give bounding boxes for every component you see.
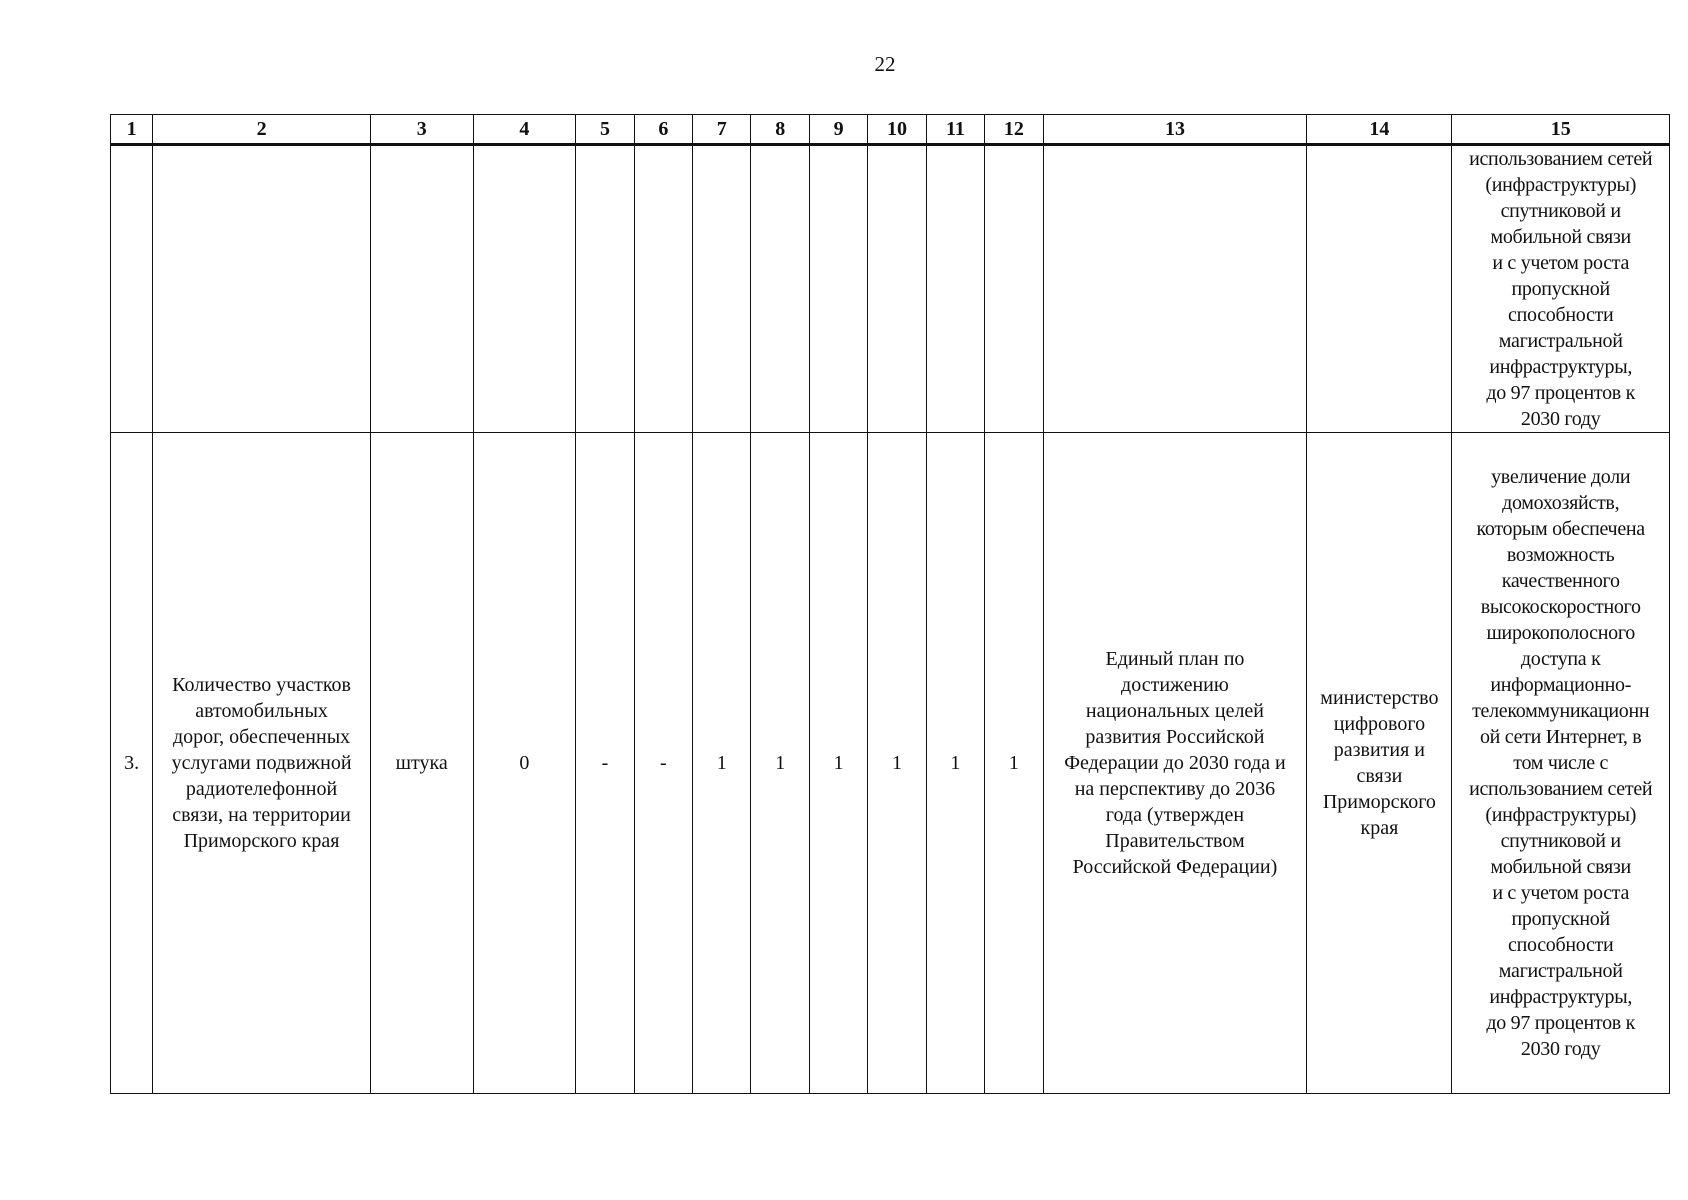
header-col-5: 5 bbox=[576, 115, 634, 145]
text-line: увеличение доли bbox=[1491, 466, 1631, 488]
text-line: возможность bbox=[1506, 544, 1615, 566]
header-col-4: 4 bbox=[473, 115, 576, 145]
text-line: края bbox=[1360, 817, 1399, 839]
text-line: Российской Федерации) bbox=[1072, 856, 1278, 878]
cell-col-10: 1 bbox=[868, 433, 926, 1094]
header-col-2: 2 bbox=[153, 115, 371, 145]
result-text bbox=[1454, 464, 1667, 1062]
text-line: связи bbox=[1356, 765, 1403, 787]
cell-empty bbox=[926, 145, 984, 433]
text-line: Федерации до 2030 года и bbox=[1064, 752, 1286, 774]
cell-base-value: 0 bbox=[473, 433, 576, 1094]
text-line: пропускной bbox=[1511, 278, 1610, 300]
cell-row-number: 3. bbox=[111, 433, 153, 1094]
text-line: Количество участков bbox=[172, 674, 351, 696]
text-line: спутниковой и bbox=[1500, 830, 1621, 852]
cell-empty bbox=[370, 145, 473, 433]
text-line: 2030 году bbox=[1520, 408, 1601, 430]
text-line: которым обеспечена bbox=[1476, 518, 1645, 540]
cell-empty bbox=[111, 145, 153, 433]
text-line: цифрового bbox=[1333, 713, 1426, 735]
text-line: года (утвержден bbox=[1105, 804, 1245, 826]
header-col-10: 10 bbox=[868, 115, 926, 145]
text-line: (инфраструктуры) bbox=[1485, 804, 1637, 826]
cell-col-7: 1 bbox=[693, 433, 751, 1094]
text-line: (инфраструктуры) bbox=[1485, 174, 1637, 196]
text-line: автомобильных bbox=[195, 700, 328, 722]
cell-empty bbox=[634, 145, 692, 433]
text-line: Приморского края bbox=[183, 830, 340, 852]
cell-empty bbox=[693, 145, 751, 433]
text-line: радиотелефонной bbox=[185, 778, 338, 800]
cell-empty bbox=[153, 145, 371, 433]
cell-empty bbox=[985, 145, 1043, 433]
text-line: до 97 процентов к bbox=[1486, 1012, 1636, 1034]
cell-document bbox=[1043, 433, 1307, 1094]
result-text bbox=[1454, 146, 1667, 432]
text-line: телекоммуникационн bbox=[1472, 700, 1650, 722]
cell-col-11: 1 bbox=[926, 433, 984, 1094]
text-line: мобильной связи bbox=[1490, 226, 1631, 248]
responsible-text bbox=[1309, 685, 1449, 841]
text-line: использованием сетей bbox=[1469, 148, 1653, 170]
text-line: том числе с bbox=[1513, 752, 1609, 774]
text-line: услугами подвижной bbox=[171, 752, 352, 774]
text-line: качественного bbox=[1501, 570, 1620, 592]
cell-empty bbox=[809, 145, 867, 433]
cell-empty bbox=[473, 145, 576, 433]
text-line: достижению bbox=[1121, 674, 1229, 696]
cell-empty bbox=[751, 145, 809, 433]
table-row-3 bbox=[111, 433, 1670, 1094]
indicator-text bbox=[155, 672, 368, 854]
text-line: связи, на территории bbox=[172, 804, 351, 826]
header-col-13: 13 bbox=[1043, 115, 1307, 145]
header-row bbox=[111, 115, 1670, 145]
text-line: пропускной bbox=[1511, 908, 1610, 930]
text-line: министерство bbox=[1320, 687, 1439, 709]
text-line: Правительством bbox=[1105, 830, 1245, 852]
text-line: способности bbox=[1508, 304, 1614, 326]
cell-col-9: 1 bbox=[809, 433, 867, 1094]
text-line: на перспективу до 2036 bbox=[1074, 778, 1276, 800]
header-col-12: 12 bbox=[985, 115, 1043, 145]
text-line: спутниковой и bbox=[1500, 200, 1621, 222]
header-col-14: 14 bbox=[1307, 115, 1452, 145]
cell-indicator bbox=[153, 433, 371, 1094]
text-line: национальных целей bbox=[1085, 700, 1264, 722]
text-line: высокоскоростного bbox=[1480, 596, 1641, 618]
header-col-6: 6 bbox=[634, 115, 692, 145]
header-col-1: 1 bbox=[111, 115, 153, 145]
cell-col-12: 1 bbox=[985, 433, 1043, 1094]
cell-unit: штука bbox=[370, 433, 473, 1094]
text-line: магистральной bbox=[1498, 330, 1623, 352]
header-col-15: 15 bbox=[1452, 115, 1670, 145]
text-line: Единый план по bbox=[1105, 648, 1245, 670]
cell-empty bbox=[1043, 145, 1307, 433]
text-line: инфраструктуры, bbox=[1489, 356, 1633, 378]
text-line: домохозяйств, bbox=[1502, 492, 1620, 514]
text-line: мобильной связи bbox=[1490, 856, 1631, 878]
cell-empty bbox=[1307, 145, 1452, 433]
cell-empty bbox=[868, 145, 926, 433]
cell-col-6: - bbox=[634, 433, 692, 1094]
header-col-9: 9 bbox=[809, 115, 867, 145]
cell-col-8: 1 bbox=[751, 433, 809, 1094]
text-line: и с учетом роста bbox=[1492, 882, 1630, 904]
text-line: развития и bbox=[1333, 739, 1426, 761]
text-line: и с учетом роста bbox=[1492, 252, 1630, 274]
text-line: магистральной bbox=[1498, 960, 1623, 982]
text-line: развития Российской bbox=[1085, 726, 1265, 748]
cell-responsible bbox=[1307, 433, 1452, 1094]
text-line: 2030 году bbox=[1520, 1038, 1601, 1060]
text-line: до 97 процентов к bbox=[1486, 382, 1636, 404]
page-number: 22 bbox=[874, 52, 896, 76]
text-line: доступа к bbox=[1520, 648, 1601, 670]
text-line: Приморского bbox=[1322, 791, 1436, 813]
header-col-7: 7 bbox=[693, 115, 751, 145]
cell-result-continuation bbox=[1452, 145, 1670, 433]
text-line: информационно- bbox=[1490, 674, 1632, 696]
text-line: способности bbox=[1508, 934, 1614, 956]
indicators-table bbox=[110, 114, 1670, 1094]
header-col-3: 3 bbox=[370, 115, 473, 145]
cell-col-5: - bbox=[576, 433, 634, 1094]
text-line: ой сети Интернет, в bbox=[1479, 726, 1642, 748]
cell-result bbox=[1452, 433, 1670, 1094]
text-line: инфраструктуры, bbox=[1489, 986, 1633, 1008]
text-line: использованием сетей bbox=[1469, 778, 1653, 800]
table-row-continuation bbox=[111, 145, 1670, 433]
cell-empty bbox=[576, 145, 634, 433]
text-line: широкополосного bbox=[1486, 622, 1635, 644]
header-col-11: 11 bbox=[926, 115, 984, 145]
header-col-8: 8 bbox=[751, 115, 809, 145]
document-text bbox=[1046, 646, 1305, 880]
text-line: дорог, обеспеченных bbox=[172, 726, 351, 748]
